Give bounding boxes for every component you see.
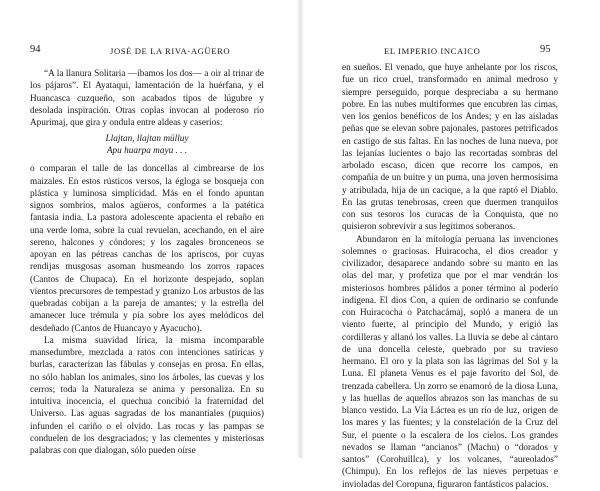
verse-line: Llajtan, llajtan mülluy <box>105 134 189 145</box>
paragraph: La misma suavidad lírica, la misma incomparable mansedumbre, mezclada a ratos con intenciones satíricas y burlas, caracterizan las fábulas y consejas en prosa. En ellas, no sólo hablan los animales, sino los árboles, las cuevas y los cerros; toda la Naturaleza se anima y personaliza. En su intuitiva inocencia, el quechua concibió la fraternidad del Universo. Las aguas sagradas de los manantiales (puquios) infunden el cariño o el olvido. Las rocas y las pampas se conduelen de los desgraciados; y las clementes y misteriosas palabras con que dialogan, sólo pueden oírse <box>30 335 264 456</box>
verse-line: Apu huarpa mayu . . . <box>106 146 188 157</box>
verse-quote <box>30 133 264 157</box>
page-number: 95 <box>540 44 551 55</box>
page-number: 94 <box>30 44 41 55</box>
paragraph: en sueños. El venado, que huye anhelante por los riscos, fue un rico cruel, transformado en animal medroso y siempre perseguido, porque despreciaba a su hermano pobre. En las nubes multiformes que encubren las cimas, ven los genios benéficos de los Andes; y en las aisladas peñas que se elevan sobre pajonales, pastores petrificados en castigo de sus faltas. En las noches de luna nueva, por las lejanías lucientes o bajo las recortadas sombras del arbolado escaso, dicen que recorre los campos, en compañía de un buitre y un puma, una joven hermosísima y atribulada, hija de un cacique, a la que raptó el Diablo. En las grutas tenebrosas, creen que duermen tranquilos con sus tesoros los curacas de la Conquista, que no quisieron sobrevivir a sus legítimos soberanos. <box>342 63 558 233</box>
right-page <box>300 0 600 490</box>
paragraph: Abundaron en la mitología peruana las invenciones solemnes o graciosas. Huiracocha, el dios creador y civilizador, desaparece andando sobre su manto en las olas del mar, y profetiza que por el mar vendrán los misteriosos hombres pálidos a poner término al poderío indígena. El dios Con, a quien de ordinario se confunde con Huiracocha o Patchacámaj, sopló a manera de un viento fuerte, al principio del Mundo, y erigió las cordilleras y allanó los valles. La lluvia se debe al cántaro de una doncella celeste, quebrado por su travieso hermano. El oro y la plata son las lágrimas del Sol y la Luna. El planeta Venus es el paje favorito del Sol, de trenzada cabellera. Un zorro se enamoró de la diosa Luna, y las huellas de aquellos abrazos son las manchas de su blanco vestido. La Vía Láctea es un río de luz, origen de los mares y las fuentes; y la constelación de la Cruz del Sur, el puente o la escalera de los cielos. Los grandes nevados se llaman “ancianos” (Machu) o “dorados y santos” (Corohuillca), y los volcanes, “aureolados” (Chimpu). En los reflejos de las nieves perpetuas e invioladas del Coropuna, figuraron fantásticos palacios. <box>342 234 558 490</box>
paragraph: o comparan el talle de las doncellas al cimbrearse de los maizales. En estos rústicos versos, la égloga se bosqueja con plástica y luminosa simplicidad. Más en el fondo apuntan signos sombríos, malos agüeros, conformes a la patética fantasía india. La pastora adolescente apacienta el rebaño en una verde loma, sobre la cual revuelan, acechando, en el aire sereno, halcones y cóndores; y los zagales bronceneos se apoyan en las pétreas canchas de los apriscos, por cuyas rendijas musgosas asoman husmeando los zorros rapaces (Cantos de Chupaca). En el horizonte despejado, soplan vientos precursores de tempestad y granizo Los arbustos de las quebradas cobijan a la pareja de amantes; y la estrella del amanecer luce trémula y pía sobre los ayes melódicos del desdeñado (Cantos de Huancayo y Ayacucho). <box>30 164 264 334</box>
left-column <box>30 68 264 457</box>
right-column <box>342 62 558 491</box>
running-head: EL IMPERIO INCAICO <box>384 46 481 56</box>
running-head: JOSÉ DE LA RIVA-AGÜERO <box>110 46 231 56</box>
paragraph: “A la llanura Solitaria —íbamos los dos— a oir al trinar de los pájaros”. El Ayataqui, lamentación de la huérfana, y el Huancasca cuzqueño, son acabados tipos de lúgubre y desolada inspiración. Otras coplas invocan al poderoso río Apurímaj, que gira y ondula entre aldeas y caseríos: <box>30 69 264 128</box>
left-page <box>0 0 300 458</box>
